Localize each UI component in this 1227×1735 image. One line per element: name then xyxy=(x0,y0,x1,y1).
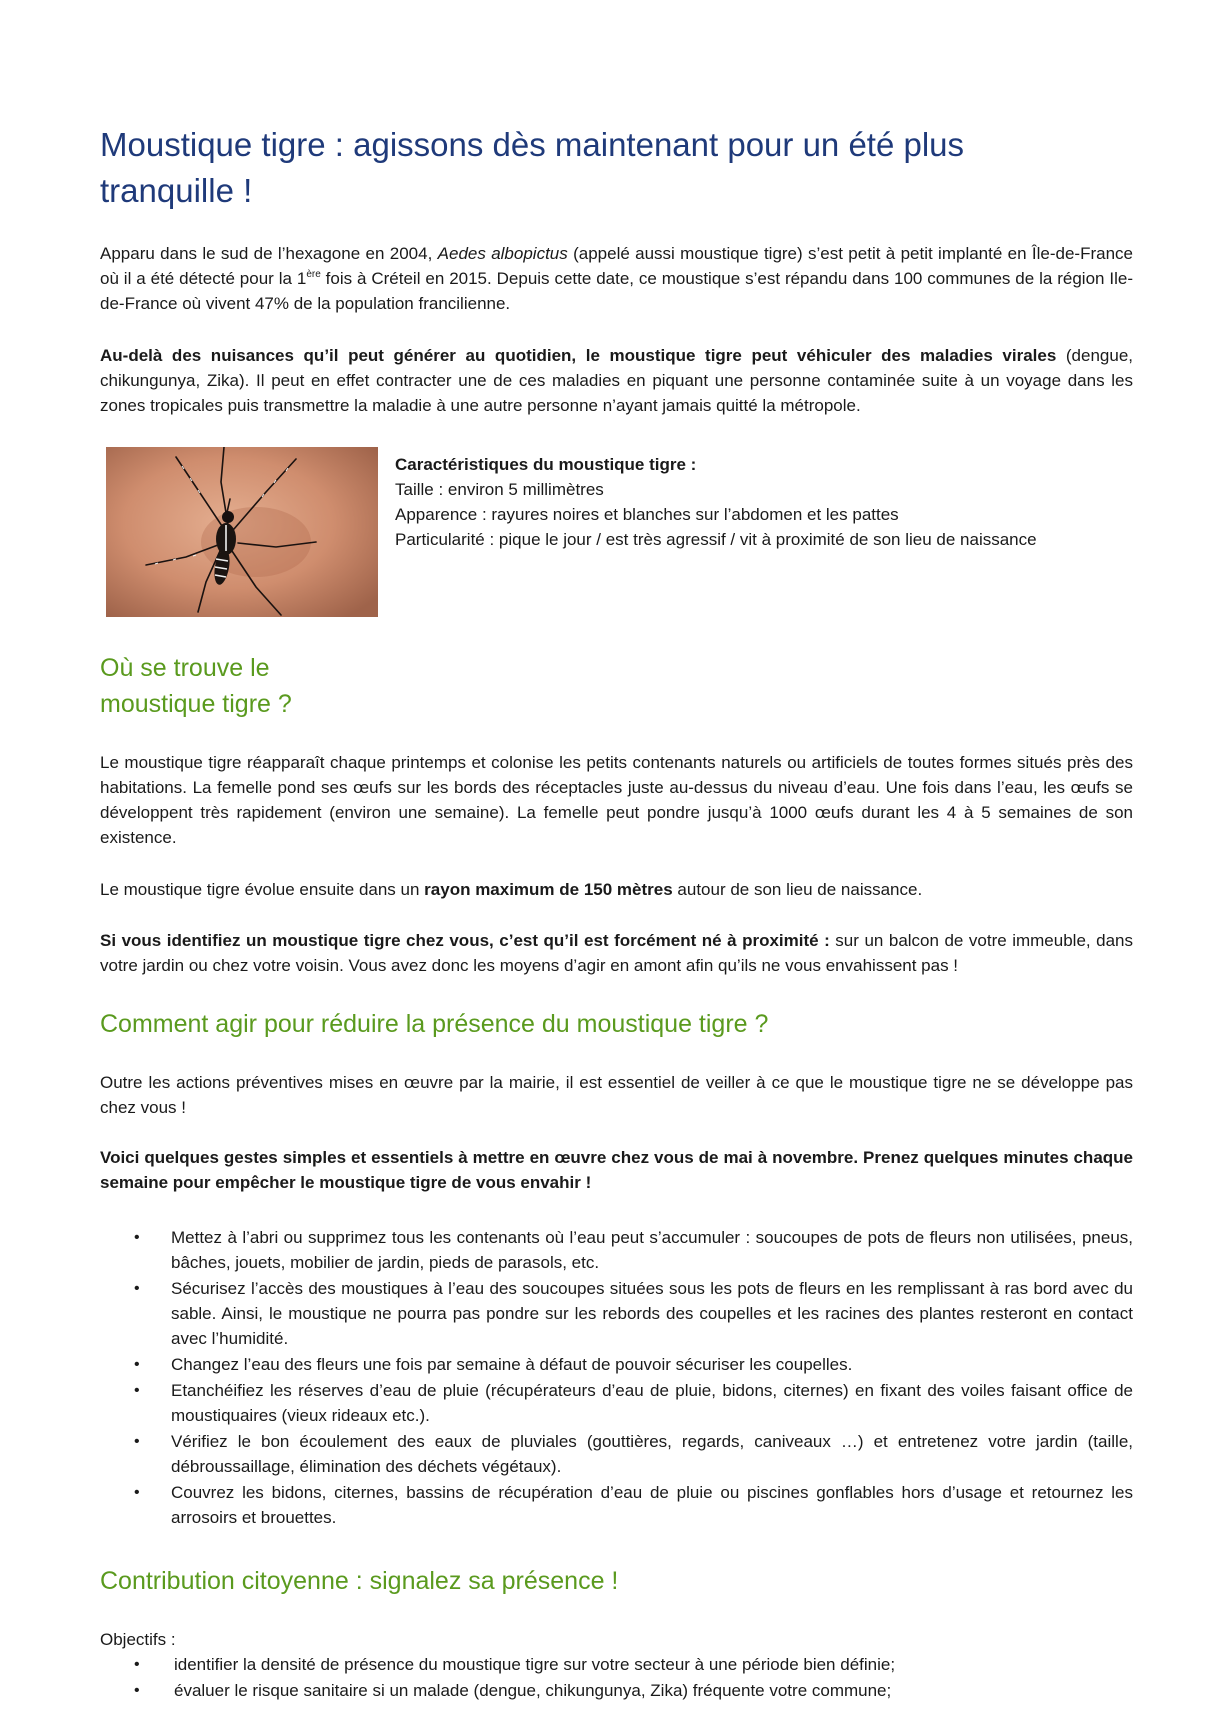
list-item xyxy=(100,1480,1133,1530)
list-item-text: Mettez à l’abri ou supprimez tous les contenants où l’eau peut s’accumuler : soucoupes de pots de fleurs non utilisées, pneus, bâches, jouets, mobilier de jardin, pieds de parasols, etc. xyxy=(171,1228,1133,1272)
intro-paragraph-1: Apparu dans le sud de l’hexagone en 2004, Aedes albopictus (appelé aussi moustique tigre) s’est petit à petit implanté en Île-de-France où il a été détecté pour la 1ère fois à Créteil en 2015. Depuis cette date, ce moustique s’est répandu dans 100 communes de la région Ile-de-France où vivent 47% de la population francilienne. xyxy=(100,244,1133,313)
page-title: Moustique tigre : agissons dès maintenant pour un été plus tranquille ! xyxy=(100,126,965,209)
characteristics-heading: Caractéristiques du moustique tigre : xyxy=(395,455,697,474)
bullet-icon: • xyxy=(134,1682,140,1699)
objectifs-label: Objectifs : xyxy=(100,1630,176,1649)
list-item-text: Changez l’eau des fleurs une fois par semaine à défaut de pouvoir sécuriser les coupelles. xyxy=(171,1355,853,1374)
bullet-icon: • xyxy=(134,1229,140,1246)
list-item xyxy=(100,1276,1133,1351)
how-heading: Comment agir pour réduire la présence du moustique tigre ? xyxy=(100,1010,769,1038)
mosquito-photo xyxy=(106,447,378,617)
where-paragraph-1: Le moustique tigre réapparaît chaque printemps et colonise les petits contenants naturels ou artificiels de toutes formes situés près des habitations. La femelle pond ses œufs sur les bords des réceptacles juste au-dessus du niveau d’eau. Une fois dans l’eau, les œufs se développent très rapidement (environ une semaine). La femelle peut pondre jusqu’à 1000 œufs durant les 4 à 5 semaines de son existence. xyxy=(100,753,1133,847)
contribution-heading: Contribution citoyenne : signalez sa présence ! xyxy=(100,1567,619,1595)
list-item-text: Couvrez les bidons, citernes, bassins de récupération d’eau de pluie ou piscines gonflables hors d’usage et retournez les arrosoirs et brouettes. xyxy=(171,1483,1133,1527)
list-item xyxy=(100,1225,1133,1275)
bullet-icon: • xyxy=(134,1433,140,1450)
list-item-text: Etanchéifiez les réserves d’eau de pluie (récupérateurs d’eau de pluie, bidons, citernes) en fixant des voiles faisant office de moustiquaires (vieux rideaux etc.). xyxy=(171,1381,1133,1425)
list-item-text: Sécurisez l’accès des moustiques à l’eau des soucoupes situées sous les pots de fleurs en les remplissant à ras bord avec du sable. Ainsi, le moustique ne pourra pas pondre sur les rebords des coupelles et les racines des plantes resteront en contact avec l’humidité. xyxy=(171,1279,1133,1348)
list-item-text: Vérifiez le bon écoulement des eaux de pluviales (gouttières, regards, caniveaux …) et entretenez votre jardin (taille, débroussaillage, élimination des déchets végétaux). xyxy=(171,1432,1133,1476)
list-item-text: évaluer le risque sanitaire si un malade (dengue, chikungunya, Zika) fréquente votre commune; xyxy=(174,1681,892,1700)
how-paragraph-1: Outre les actions préventives mises en œuvre par la mairie, il est essentiel de veiller à ce que le moustique tigre ne se développe pas chez vous ! xyxy=(100,1073,1133,1117)
intro-paragraph-2: Au-delà des nuisances qu’il peut générer au quotidien, le moustique tigre peut véhiculer des maladies virales (dengue, chikungunya, Zika). Il peut en effet contracter une de ces maladies en piquant une personne contaminée suite à un voyage dans les zones tropicales puis transmettre la maladie à une autre personne n’ayant jamais quitté la métropole. xyxy=(100,346,1133,415)
list-item xyxy=(100,1352,1133,1377)
list-item-text: identifier la densité de présence du moustique tigre sur votre secteur à une période bien définie; xyxy=(174,1655,896,1674)
characteristics-particularity: Particularité : pique le jour / est très agressif / vit à proximité de son lieu de naissance xyxy=(395,530,1037,549)
characteristics-box xyxy=(395,452,1115,552)
how-bullet-list xyxy=(100,1225,1133,1531)
where-paragraph-3: Si vous identifiez un moustique tigre chez vous, c’est qu’il est forcément né à proximité : sur un balcon de votre immeuble, dans votre jardin ou chez votre voisin. Vous avez donc les moyens d’agir en amont afin qu’ils ne vous envahissent pas ! xyxy=(100,931,1134,975)
where-heading-line-1: Où se trouve le xyxy=(100,654,270,682)
how-paragraph-2: Voici quelques gestes simples et essentiels à mettre en œuvre chez vous de mai à novembre. Prenez quelques minutes chaque semaine pour empêcher le moustique tigre de vous envahir ! xyxy=(100,1148,1133,1192)
list-item xyxy=(100,1429,1133,1479)
where-heading xyxy=(100,650,292,722)
bullet-icon: • xyxy=(134,1356,140,1373)
list-item xyxy=(100,1378,1133,1428)
characteristics-size: Taille : environ 5 millimètres xyxy=(395,480,604,499)
characteristics-appearance: Apparence : rayures noires et blanches sur l’abdomen et les pattes xyxy=(395,505,899,524)
bullet-icon: • xyxy=(134,1382,140,1399)
objectifs-list xyxy=(100,1652,1133,1704)
list-item xyxy=(100,1652,1133,1677)
bullet-icon: • xyxy=(134,1656,140,1673)
where-paragraph-2: Le moustique tigre évolue ensuite dans un rayon maximum de 150 mètres autour de son lieu de naissance. xyxy=(100,880,923,899)
where-heading-line-2: moustique tigre ? xyxy=(100,690,292,718)
list-item xyxy=(100,1678,1133,1703)
bullet-icon: • xyxy=(134,1484,140,1501)
bullet-icon: • xyxy=(134,1280,140,1297)
